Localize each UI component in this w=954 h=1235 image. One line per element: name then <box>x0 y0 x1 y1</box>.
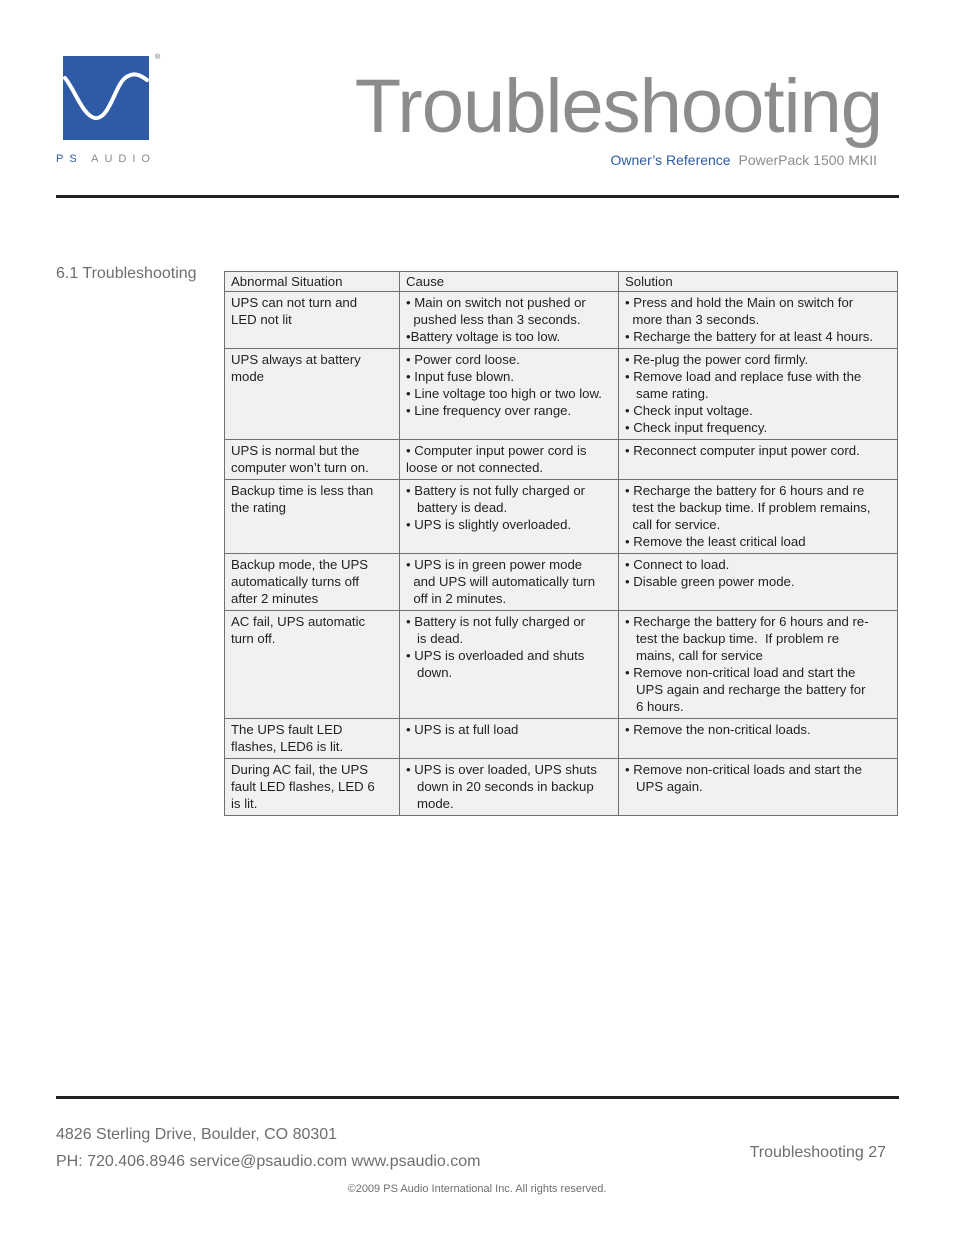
page-number: Troubleshooting 27 <box>749 1144 886 1161</box>
solution-text: • Recharge the battery for 6 hours and re- test the backup time. If problem re mains, call for service • Remove non-critical load and start the UPS again and recharge the battery for 6 hours. <box>625 614 869 714</box>
situation-text: The UPS fault LED flashes, LED6 is lit. <box>231 722 344 754</box>
situation-cell <box>225 719 400 759</box>
table-row <box>225 554 898 611</box>
solution-text: • Remove the non-critical loads. <box>625 722 811 737</box>
brand-bold: PS <box>56 153 83 165</box>
registered-mark: ® <box>155 54 161 61</box>
doc-type: Owner’s Reference <box>610 152 731 168</box>
cause-text: • UPS is at full load <box>406 722 519 737</box>
solution-text: • Recharge the battery for 6 hours and re test the backup time. If problem remains, call for service. • Remove the least critical load <box>625 483 871 549</box>
brand-name <box>56 153 156 165</box>
situation-cell <box>225 349 400 440</box>
cause-cell <box>400 292 619 349</box>
situation-cell <box>225 480 400 554</box>
table-header-row <box>225 272 898 292</box>
solution-text: • Re-plug the power cord firmly. • Remove load and replace fuse with the same rating. • Check input voltage. • Check input frequency. <box>625 352 862 435</box>
situation-cell <box>225 292 400 349</box>
column-header-solution: Solution <box>619 272 898 292</box>
table-row <box>225 719 898 759</box>
wave-logo-icon <box>63 56 149 140</box>
situation-text: Backup mode, the UPS automatically turns off after 2 minutes <box>231 557 369 606</box>
cause-text: • Battery is not fully charged or battery is dead. • UPS is slightly overloaded. <box>406 483 586 532</box>
table-row <box>225 480 898 554</box>
document-subtitle <box>611 152 878 168</box>
cause-cell <box>400 480 619 554</box>
cause-cell <box>400 440 619 480</box>
solution-cell <box>619 719 898 759</box>
cause-cell <box>400 554 619 611</box>
cause-cell <box>400 759 619 816</box>
cause-cell <box>400 611 619 719</box>
cause-text: • Power cord loose. • Input fuse blown. • Line voltage too high or two low. • Line frequency over range. <box>406 352 602 418</box>
copyright: ©2009 PS Audio International Inc. All rights reserved. <box>347 1183 607 1195</box>
cause-cell <box>400 349 619 440</box>
solution-cell <box>619 759 898 816</box>
section-heading: 6.1 Troubleshooting <box>56 265 197 282</box>
troubleshooting-table <box>224 271 898 816</box>
table-row <box>225 611 898 719</box>
footer-address: 4826 Sterling Drive, Boulder, CO 80301 <box>56 1126 338 1143</box>
situation-text: UPS can not turn and LED not lit <box>231 295 358 327</box>
cause-text: • UPS is in green power mode and UPS will automatically turn off in 2 minutes. <box>406 557 596 606</box>
situation-text: UPS always at battery mode <box>231 352 361 384</box>
product-name: PowerPack 1500 MKII <box>738 152 877 168</box>
situation-text: Backup time is less than the rating <box>231 483 374 515</box>
cause-text: • Main on switch not pushed or pushed less than 3 seconds. •Battery voltage is too low. <box>406 295 586 344</box>
solution-cell <box>619 611 898 719</box>
cause-cell <box>400 719 619 759</box>
solution-cell <box>619 292 898 349</box>
solution-text: • Reconnect computer input power cord. <box>625 443 860 458</box>
page-title: Troubleshooting <box>354 64 882 149</box>
solution-cell <box>619 440 898 480</box>
header-rule <box>56 195 899 198</box>
column-header-situation: Abnormal Situation <box>225 272 400 292</box>
table-row <box>225 292 898 349</box>
cause-text: • UPS is over loaded, UPS shuts down in 20 seconds in backup mode. <box>406 762 597 811</box>
table-row <box>225 759 898 816</box>
table-row <box>225 349 898 440</box>
cause-text: • Battery is not fully charged or is dead. • UPS is overloaded and shuts down. <box>406 614 586 680</box>
situation-text: During AC fail, the UPS fault LED flashes, LED 6 is lit. <box>231 762 375 811</box>
brand-light: AUDIO <box>91 153 156 165</box>
cause-text: • Computer input power cord is loose or not connected. <box>406 443 587 475</box>
situation-cell <box>225 440 400 480</box>
solution-text: • Remove non-critical loads and start the UPS again. <box>625 762 862 794</box>
solution-cell <box>619 349 898 440</box>
situation-text: AC fail, UPS automatic turn off. <box>231 614 366 646</box>
situation-cell <box>225 611 400 719</box>
situation-cell <box>225 759 400 816</box>
table-row <box>225 440 898 480</box>
footer-rule <box>56 1096 899 1099</box>
column-header-cause: Cause <box>400 272 619 292</box>
situation-text: UPS is normal but the computer won’t turn on. <box>231 443 369 475</box>
solution-text: • Connect to load. • Disable green power mode. <box>625 557 795 589</box>
solution-cell <box>619 480 898 554</box>
footer-contact: PH: 720.406.8946 service@psaudio.com www.psaudio.com <box>56 1153 481 1170</box>
ps-audio-logo <box>63 56 149 140</box>
situation-cell <box>225 554 400 611</box>
solution-text: • Press and hold the Main on switch for more than 3 seconds. • Recharge the battery for at least 4 hours. <box>625 295 873 344</box>
solution-cell <box>619 554 898 611</box>
